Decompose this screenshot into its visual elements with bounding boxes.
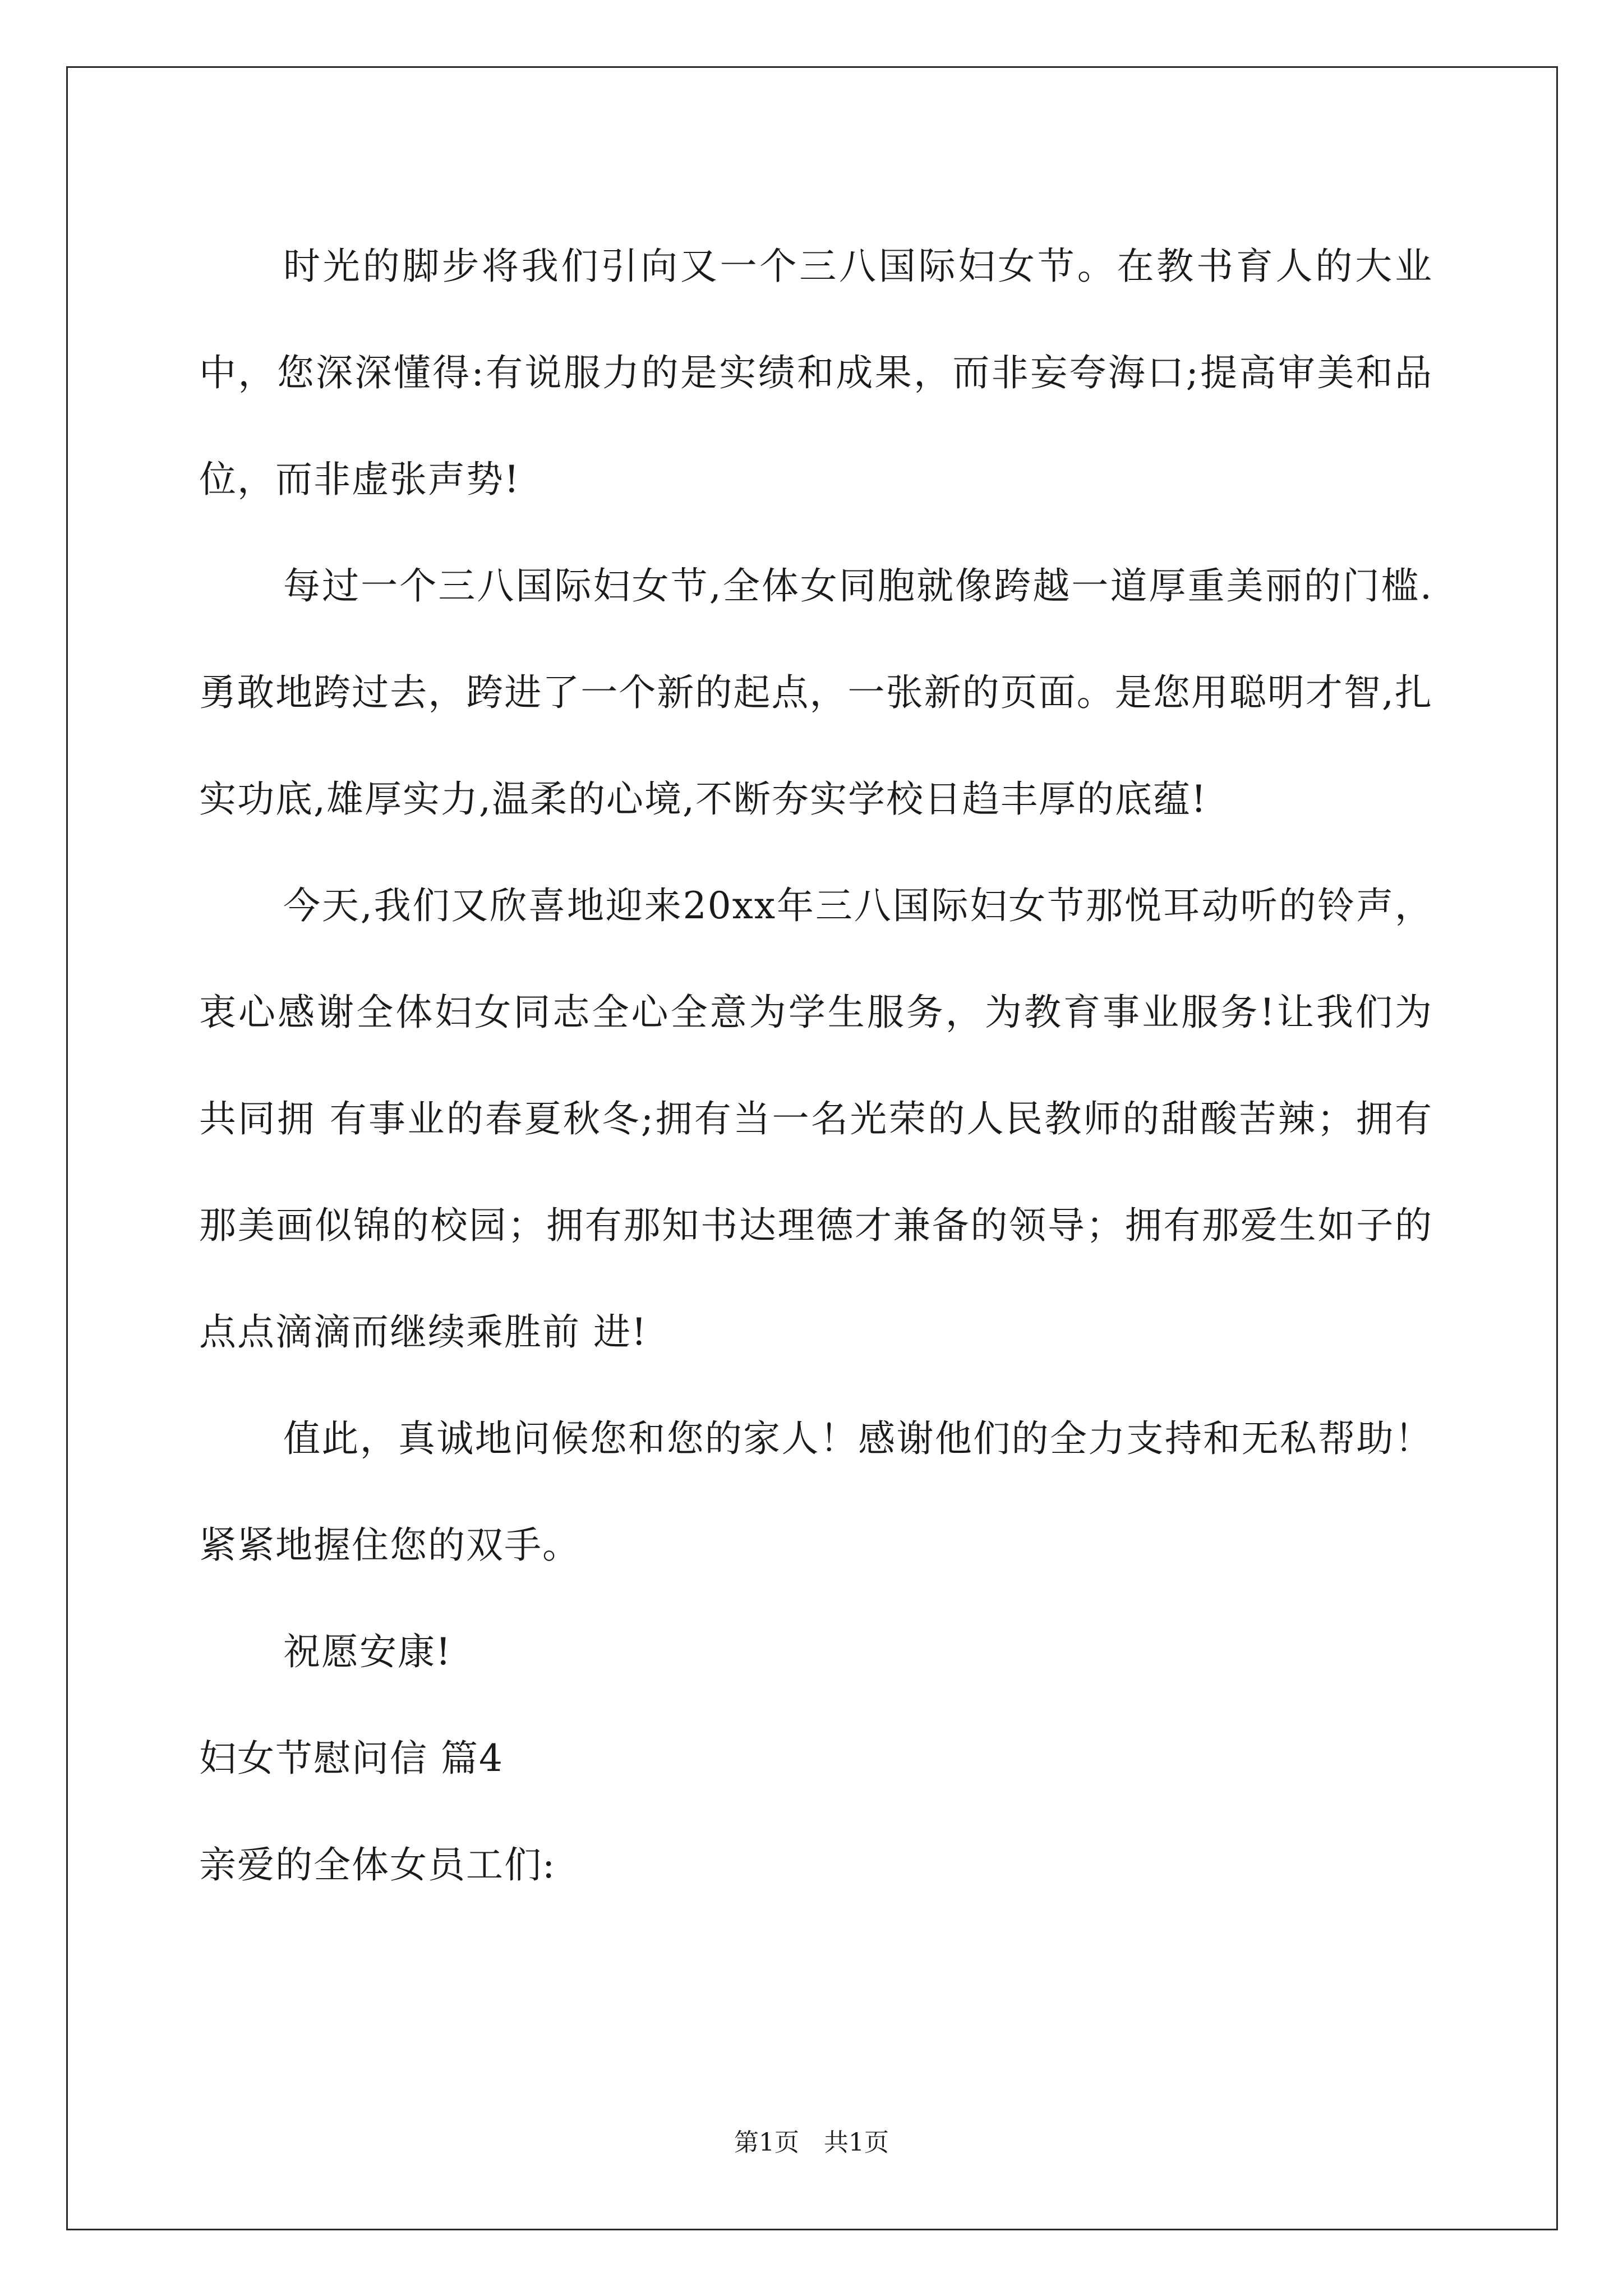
document-body [199, 213, 1433, 1918]
paragraph-5: 祝愿安康! [283, 1630, 452, 1673]
paragraph-4: 值此，真诚地问候您和您的家人！感谢他们的全力支持和无私帮助！紧紧地握住您的双手。 [199, 1417, 1433, 1567]
section-heading: 妇女节慰问信 篇4 [199, 1737, 504, 1780]
paragraph-1: 时光的脚步将我们引向又一个三八国际妇女节。在教书育人的大业中，您深深懂得:有说服力的是实绩和成果，而非妄夸海口;提高审美和品位，而非虚张声势! [199, 245, 1433, 501]
paragraph-2: 每过一个三八国际妇女节,全体女同胞就像跨越一道厚重美丽的门槛.勇敢地跨过去，跨进了一个新的起点，一张新的页面。是您用聪明才智,扎实功底,雄厚实力,温柔的心境,不断夯实学校日趋丰厚的底蕴! [199, 564, 1433, 821]
salutation: 亲爱的全体女员工们: [199, 1843, 556, 1887]
page-number-footer: 第1页 共1页 [734, 2128, 889, 2157]
paragraph-3: 今天,我们又欣喜地迎来20xx年三八国际妇女节那悦耳动听的铃声，衷心感谢全体妇女同志全心全意为学生服务，为教育事业服务!让我们为共同拥 有事业的春夏秋冬;拥有当一名光荣的人民教师的甜酸苦辣；拥有那美画似锦的校园；拥有那知书达理德才兼备的领导；拥有那爱生如子的点点滴滴而继续乘胜前 进! [199, 884, 1433, 1354]
